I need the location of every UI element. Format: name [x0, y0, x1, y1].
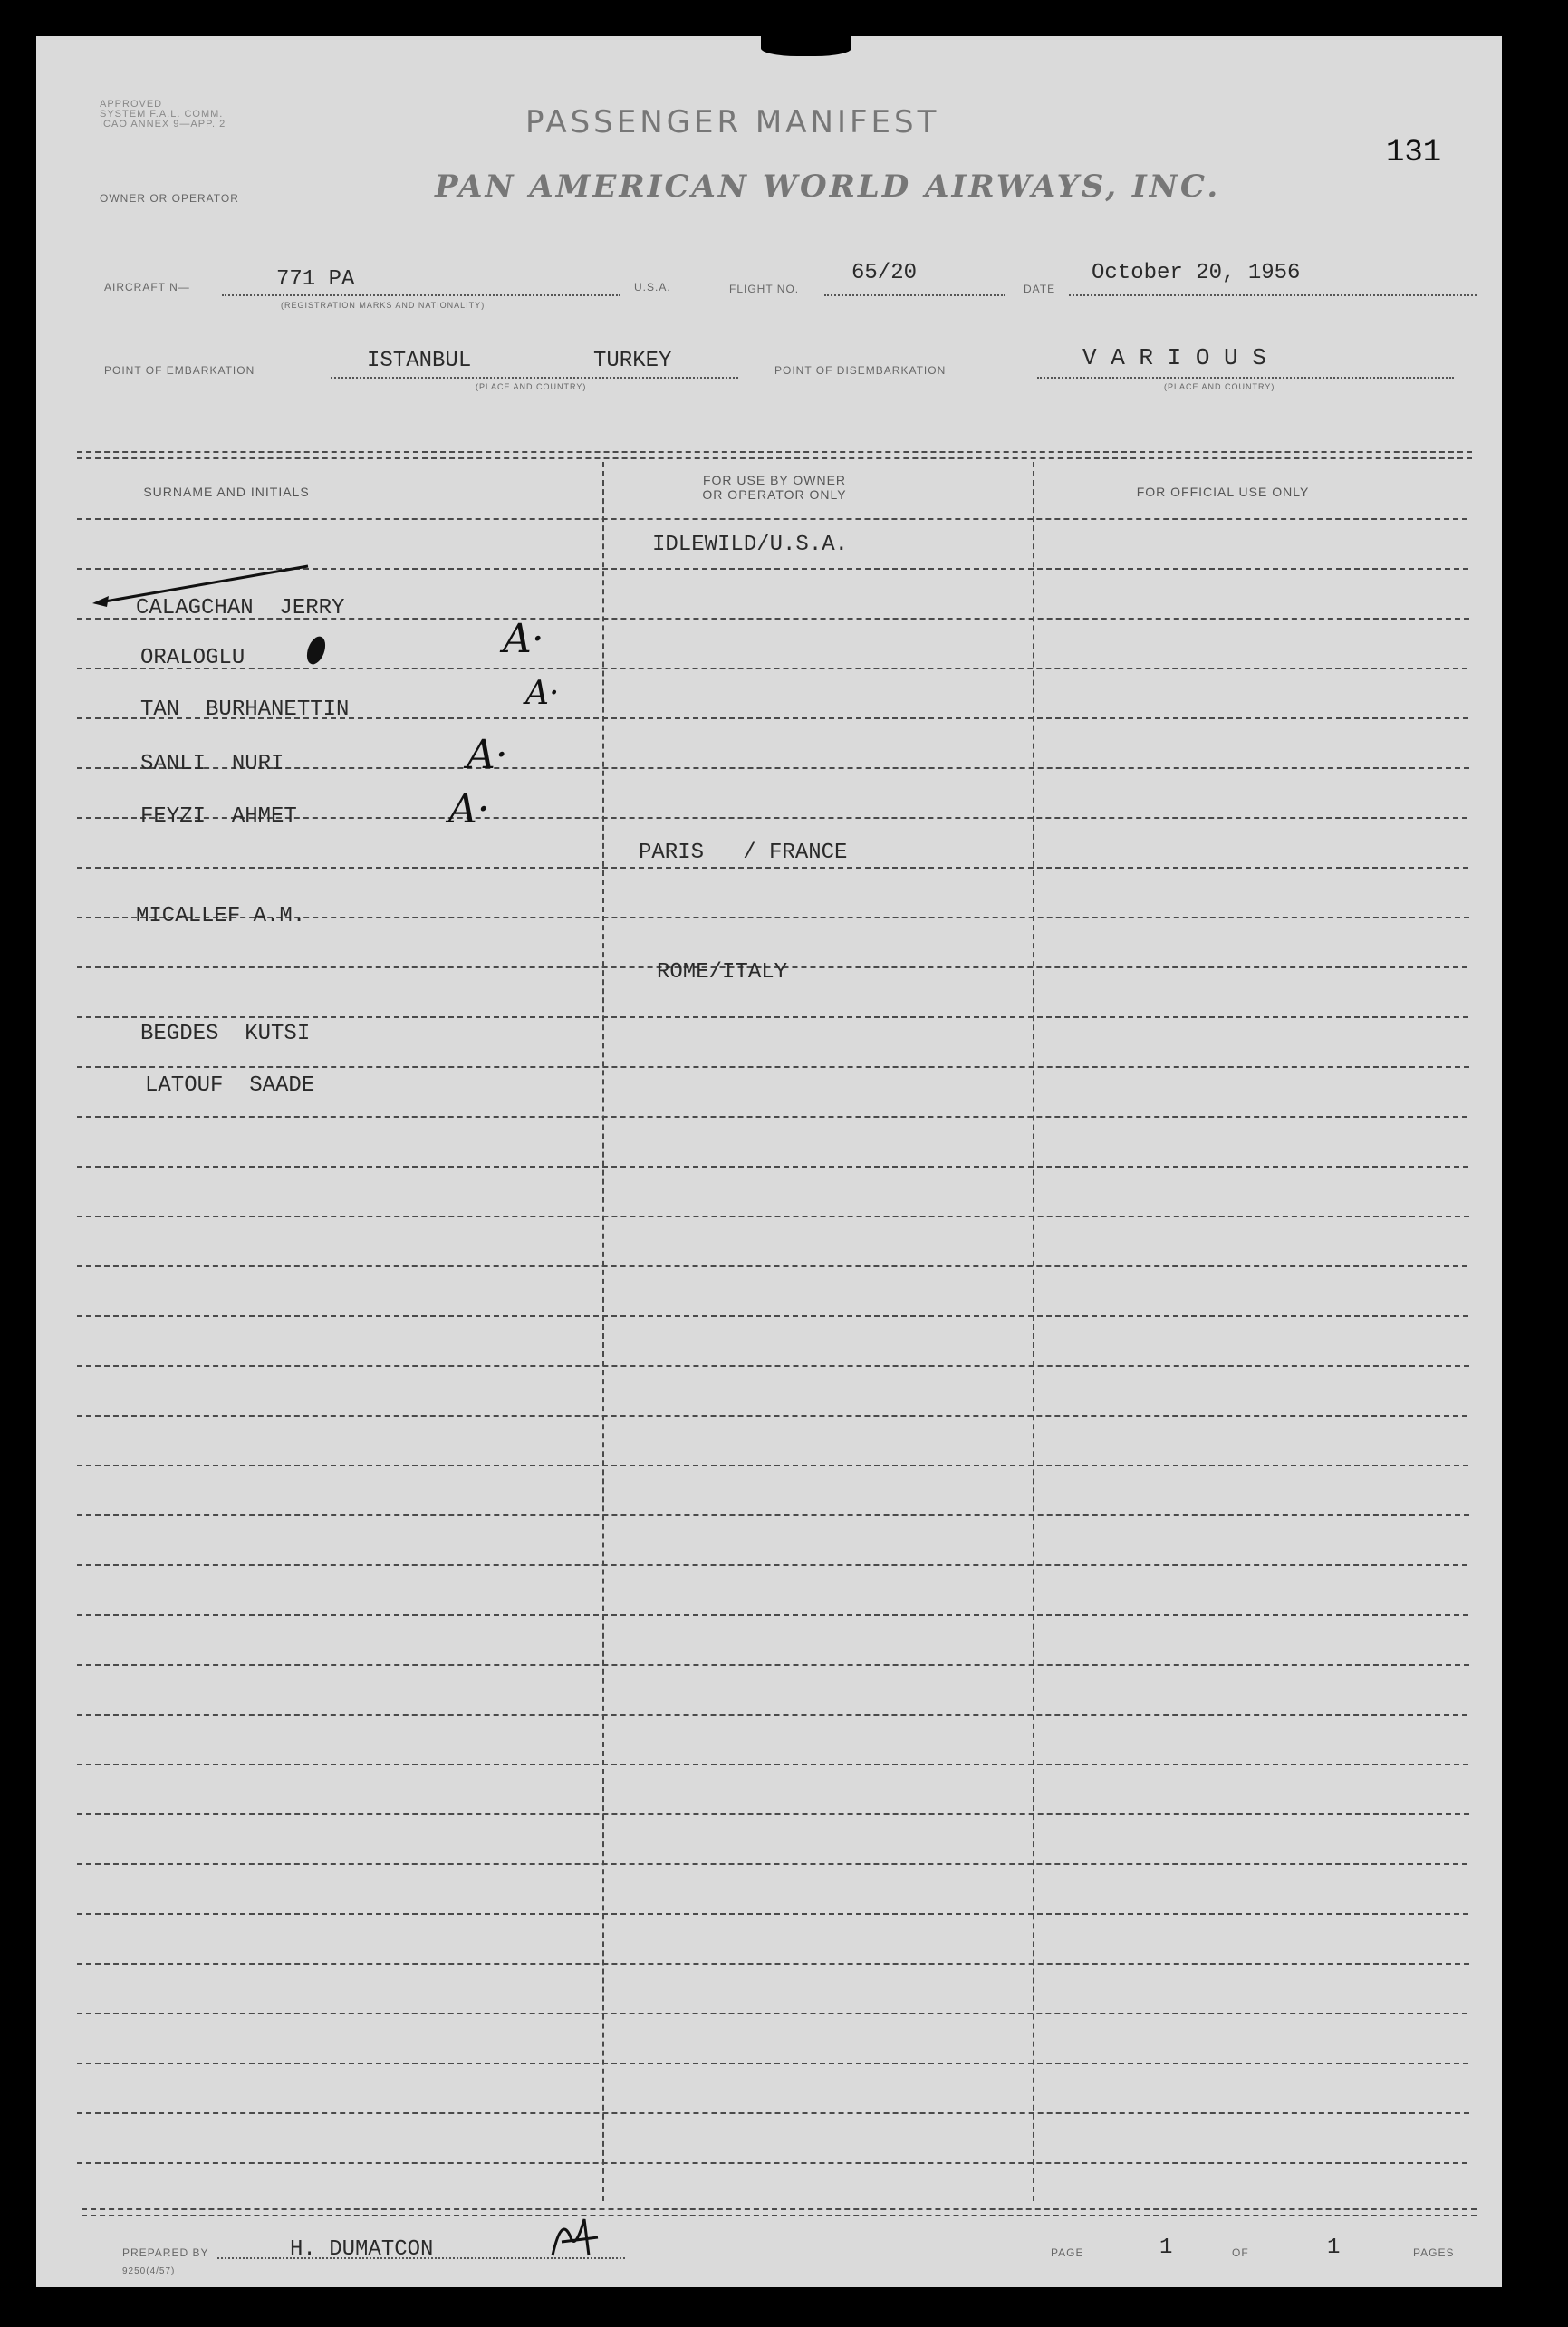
disembark-label: POINT OF DISEMBARKATION	[774, 364, 947, 377]
passenger-2: ORALOGLU	[140, 646, 245, 670]
annotation-3: A·	[467, 732, 508, 778]
table-rule	[77, 1863, 1467, 1865]
disembark-sublabel: (PLACE AND COUNTRY)	[1164, 382, 1275, 391]
annotation-1: A·	[503, 616, 544, 662]
embark-country: TURKEY	[593, 349, 672, 373]
passenger-4: SANLI NURI	[140, 752, 284, 776]
table-rule	[77, 2013, 1467, 2014]
table-rule	[77, 767, 1469, 769]
date-label: DATE	[1024, 283, 1056, 295]
signature-mark	[544, 2210, 607, 2264]
table-rule	[77, 1714, 1467, 1716]
prepared-value: H. DUMATCON	[290, 2237, 434, 2262]
table-rule	[77, 1614, 1468, 1616]
owner-value: PAN AMERICAN WORLD AIRWAYS, INC.	[435, 168, 1221, 205]
header-top-rule-1	[77, 451, 1472, 453]
ink-mark	[303, 634, 329, 667]
column-owner-header-line-1: FOR USE BY OWNER	[702, 473, 847, 487]
table-rule	[77, 518, 1467, 520]
table-rule	[77, 1465, 1468, 1466]
disembark-value: V A R I O U S	[1082, 344, 1266, 371]
approval-block	[100, 100, 226, 130]
flight-value: 65/20	[851, 261, 918, 285]
passenger-5: FEYZI AHMET	[140, 804, 297, 829]
form-title: PASSENGER MANIFEST	[525, 104, 940, 140]
form-code: 9250(4/57)	[122, 2266, 176, 2276]
footer-rule-2	[82, 2215, 1477, 2216]
approval-line-3: ICAO ANNEX 9—APP. 2	[100, 119, 226, 130]
column-official-header: FOR OFFICIAL USE ONLY	[1136, 485, 1310, 499]
table-rule	[77, 2112, 1469, 2114]
passenger-8: LATOUF SAADE	[145, 1073, 315, 1098]
owner-label: OWNER OR OPERATOR	[100, 192, 239, 205]
column-divider-2	[1033, 462, 1034, 2201]
table-rule	[77, 1216, 1469, 1217]
passenger-1: CALAGCHAN JERRY	[136, 596, 345, 620]
page-label: PAGE	[1051, 2246, 1084, 2259]
table-rule	[77, 1963, 1469, 1965]
table-rule	[77, 1365, 1469, 1367]
destination-1: IDLEWILD/U.S.A.	[652, 533, 849, 557]
table-rule	[77, 1564, 1467, 1566]
passenger-3: TAN BURHANETTIN	[140, 697, 350, 722]
approval-line-1: APPROVED	[100, 99, 163, 110]
passenger-7: BEGDES KUTSI	[140, 1022, 311, 1046]
date-value: October 20, 1956	[1092, 261, 1301, 285]
column-owner-header-line-2: OR OPERATOR ONLY	[702, 487, 847, 502]
manifest-form	[36, 36, 1502, 2287]
table-rule	[77, 1265, 1467, 1267]
pages-label: PAGES	[1413, 2246, 1455, 2259]
table-rule	[77, 1116, 1467, 1118]
aircraft-sublabel: (REGISTRATION MARKS AND NATIONALITY)	[281, 301, 486, 310]
prepared-label: PREPARED BY	[122, 2246, 209, 2259]
date-line	[1069, 294, 1477, 296]
table-rule	[77, 1016, 1468, 1018]
table-rule	[77, 867, 1468, 869]
table-rule	[77, 2162, 1467, 2164]
of-value: 1	[1327, 2236, 1341, 2260]
usa-label: U.S.A.	[634, 281, 671, 293]
aircraft-label: AIRCRAFT N—	[104, 281, 190, 293]
column-owner-header	[661, 473, 888, 502]
table-rule	[77, 1664, 1469, 1666]
table-rule	[77, 1066, 1469, 1068]
table-rule	[77, 1315, 1468, 1317]
aircraft-value: 771 PA	[276, 267, 355, 292]
approval-line-2: SYSTEM F.A.L. COMM.	[100, 109, 224, 120]
ink-blot	[761, 36, 851, 56]
destination-2: PARIS / FRANCE	[639, 841, 848, 865]
embark-city: ISTANBUL	[367, 349, 472, 373]
destination-3: ROME/ITALY	[657, 960, 788, 985]
flight-line	[824, 294, 1005, 296]
flight-label: FLIGHT NO.	[729, 283, 800, 295]
table-rule	[77, 1813, 1469, 1815]
aircraft-line	[222, 294, 620, 296]
page-number: 131	[1386, 136, 1442, 170]
column-names-header: SURNAME AND INITIALS	[143, 485, 310, 499]
of-label: OF	[1232, 2246, 1249, 2259]
table-rule	[77, 2063, 1468, 2064]
page-value: 1	[1159, 2236, 1173, 2260]
embark-label: POINT OF EMBARKATION	[104, 364, 255, 377]
table-rule	[77, 1415, 1467, 1417]
passenger-6: MICALLEF A.M.	[136, 904, 306, 928]
header-top-rule-2	[77, 457, 1472, 459]
strike-arrow	[91, 562, 317, 607]
embark-line	[331, 377, 738, 379]
footer-rule-1	[82, 2208, 1477, 2210]
disembark-line	[1037, 377, 1454, 379]
column-divider-1	[602, 462, 604, 2201]
embark-sublabel: (PLACE AND COUNTRY)	[476, 382, 587, 391]
table-rule	[77, 1514, 1469, 1516]
table-rule	[77, 1913, 1468, 1915]
table-rule	[77, 1166, 1468, 1168]
annotation-2: A·	[525, 675, 560, 712]
table-rule	[77, 668, 1467, 669]
annotation-4: A·	[448, 786, 490, 832]
table-rule	[77, 1764, 1468, 1765]
